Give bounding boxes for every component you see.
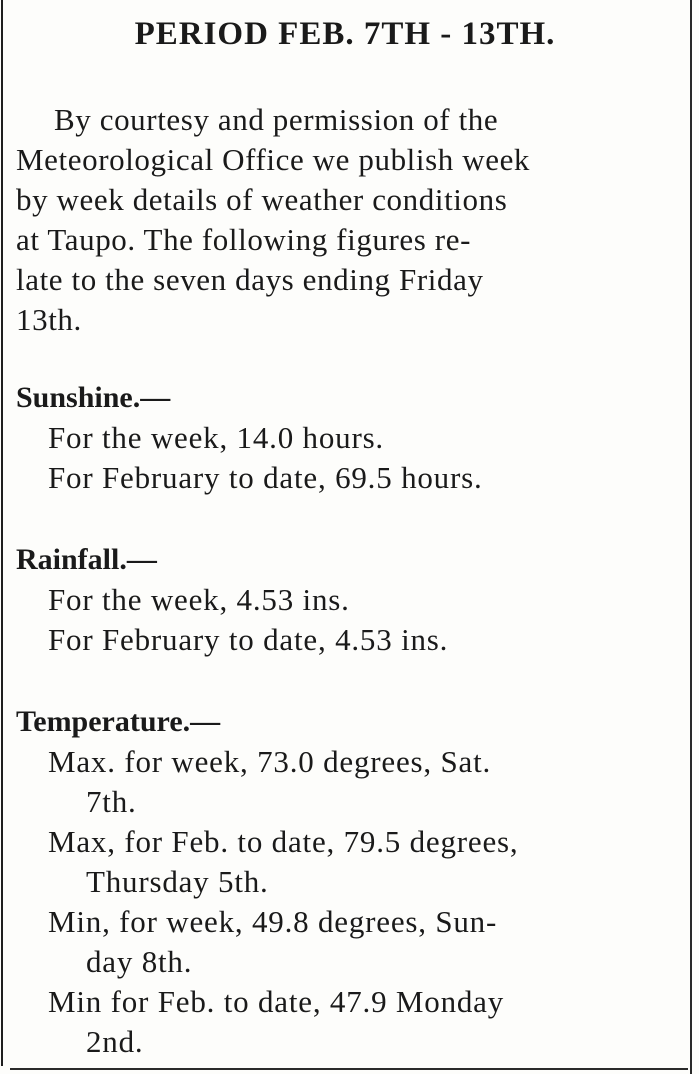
temperature-min-week-entry bbox=[16, 902, 686, 982]
entry-line: Min, for week, 49.8 degrees, Sun- bbox=[48, 904, 498, 939]
entry-continuation: Thursday 5th. bbox=[86, 864, 269, 899]
right-column-rule bbox=[690, 0, 692, 1074]
temperature-max-month-entry bbox=[16, 822, 686, 902]
sunshine-week-entry: For the week, 14.0 hours. bbox=[48, 420, 384, 455]
intro-line: 13th. bbox=[16, 302, 82, 337]
intro-paragraph bbox=[16, 100, 676, 340]
headline: PERIOD FEB. 7TH - 13TH. bbox=[134, 16, 556, 52]
rainfall-week-entry: For the week, 4.53 ins. bbox=[48, 582, 350, 617]
intro-line: by week details of weather conditions bbox=[16, 182, 508, 217]
temperature-heading: Temperature.— bbox=[16, 705, 221, 738]
entry-line: Max, for Feb. to date, 79.5 degrees, bbox=[48, 824, 519, 859]
entry-line: Max. for week, 73.0 degrees, Sat. bbox=[48, 744, 492, 779]
intro-line: Meteorological Office we publish week bbox=[16, 142, 531, 177]
sunshine-month-entry: For February to date, 69.5 hours. bbox=[48, 460, 483, 495]
rainfall-heading: Rainfall.— bbox=[16, 543, 157, 576]
entry-continuation: 2nd. bbox=[86, 1024, 144, 1059]
sunshine-heading: Sunshine.— bbox=[16, 381, 171, 414]
rainfall-section bbox=[16, 540, 686, 660]
entry-continuation: 7th. bbox=[86, 784, 137, 819]
left-column-rule bbox=[1, 0, 3, 1066]
intro-line: By courtesy and permission of the bbox=[54, 102, 499, 137]
intro-line: late to the seven days ending Friday bbox=[16, 262, 484, 297]
temperature-max-week-entry bbox=[16, 742, 686, 822]
temperature-section bbox=[16, 702, 686, 1062]
intro-line: at Taupo. The following figures re- bbox=[16, 222, 472, 257]
bottom-rule bbox=[10, 1068, 688, 1070]
sunshine-section bbox=[16, 378, 686, 498]
entry-line: Min for Feb. to date, 47.9 Monday bbox=[48, 984, 505, 1019]
rainfall-month-entry: For February to date, 4.53 ins. bbox=[48, 622, 449, 657]
temperature-min-month-entry bbox=[16, 982, 686, 1062]
entry-continuation: day 8th. bbox=[86, 944, 193, 979]
